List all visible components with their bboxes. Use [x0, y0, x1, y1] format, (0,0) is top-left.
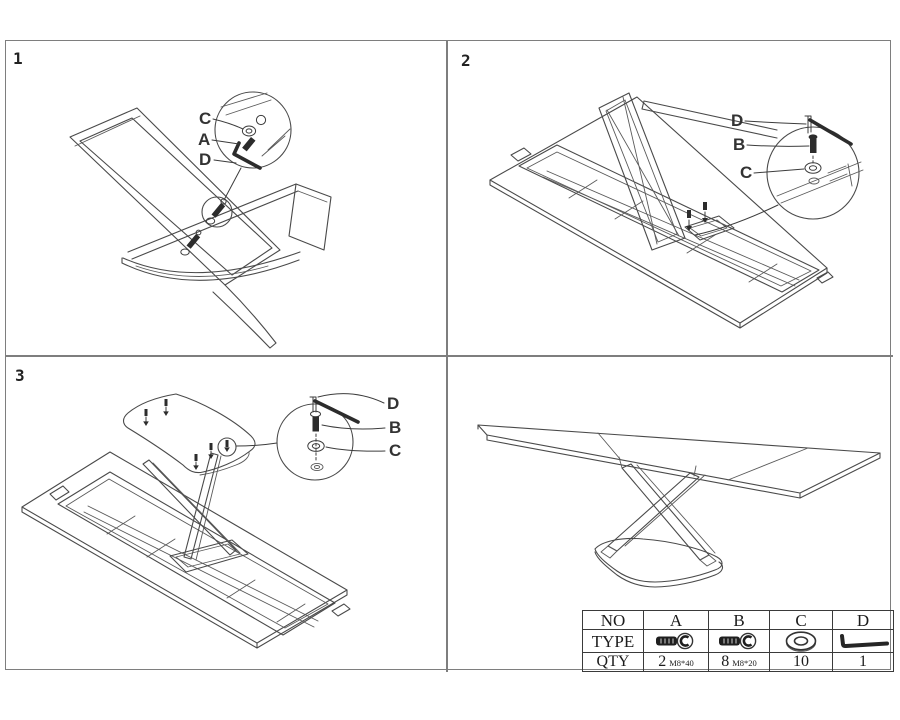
callout-label: B [389, 418, 402, 437]
parts-type-row [583, 630, 894, 653]
col-d-header: D [833, 611, 894, 630]
part-b-type-cell [709, 630, 770, 653]
hex-socket-bolt-icon [716, 632, 762, 650]
screw-hole [311, 463, 323, 470]
part-d-type-cell [833, 630, 894, 653]
step-1-hardware [181, 197, 232, 255]
callout-label: D [199, 150, 212, 169]
callout-label: C [199, 109, 212, 128]
part-c-qty-cell [770, 653, 833, 672]
hex-socket-bolt-icon [653, 632, 699, 650]
callout-label: B [733, 135, 746, 154]
washer-icon [181, 249, 189, 255]
screw-hole [256, 115, 265, 124]
bolt-head [809, 134, 818, 139]
assembled-table [478, 425, 880, 587]
bolt-icon [218, 438, 236, 456]
part-a-type-cell [644, 630, 709, 653]
bolt-icon [810, 139, 817, 153]
tabletop-underside [490, 97, 833, 328]
parts-table [582, 610, 894, 672]
base-plate [595, 538, 722, 582]
step-3-number: 3 [15, 366, 25, 385]
washer-icon [805, 163, 821, 173]
part-d-qty-cell [833, 653, 894, 672]
allen-key-icon [315, 401, 358, 422]
washer-icon [242, 126, 255, 136]
callout-label: D [387, 394, 400, 413]
bolt-icon [163, 399, 169, 416]
qty-label-cell: QTY [583, 653, 644, 672]
qty-value: 2 [658, 653, 667, 670]
callout-label: C [740, 163, 753, 182]
bolt-icon [687, 210, 691, 218]
callout-label: C [389, 441, 402, 460]
step-2-drawing [447, 40, 893, 356]
bolt-icon [703, 202, 707, 210]
bolt-head [311, 411, 321, 417]
part-b-qty-cell [709, 653, 770, 672]
step-1-drawing [0, 40, 447, 356]
parts-header-row [583, 611, 894, 630]
washer-icon [783, 630, 820, 652]
callout-leader [224, 168, 241, 200]
type-label-cell: TYPE [583, 630, 644, 653]
callout-leader [236, 443, 277, 446]
qty-value: 10 [793, 653, 809, 670]
step-1-number: 1 [13, 49, 23, 68]
no-header-cell: NO [583, 611, 644, 630]
step-2-number: 2 [461, 51, 471, 70]
step-3-callout [236, 394, 401, 480]
allen-key-icon [834, 633, 892, 650]
qty-value: 8 [721, 653, 730, 670]
qty-spec: M8*20 [732, 658, 757, 668]
step-3-drawing [0, 356, 447, 672]
col-c-header: C [770, 611, 833, 630]
callout-label: A [198, 130, 211, 149]
callout-label: D [731, 111, 744, 130]
bolt-icon [143, 409, 149, 426]
part-c-type-cell [770, 630, 833, 653]
bolt-icon [208, 443, 214, 459]
qty-value: 1 [859, 653, 867, 670]
qty-spec: M8*40 [669, 658, 694, 668]
step-1-callout [198, 92, 291, 200]
bolt-icon [193, 454, 199, 470]
col-a-header: A [644, 611, 709, 630]
parts-qty-row [583, 653, 894, 672]
base-plate [124, 394, 256, 475]
extension-leaf-lines [598, 433, 808, 480]
bolt-icon [313, 417, 320, 432]
bolt-icon [242, 137, 255, 151]
part-a-qty-cell [644, 653, 709, 672]
col-b-header: B [709, 611, 770, 630]
callout-circle [215, 92, 291, 168]
